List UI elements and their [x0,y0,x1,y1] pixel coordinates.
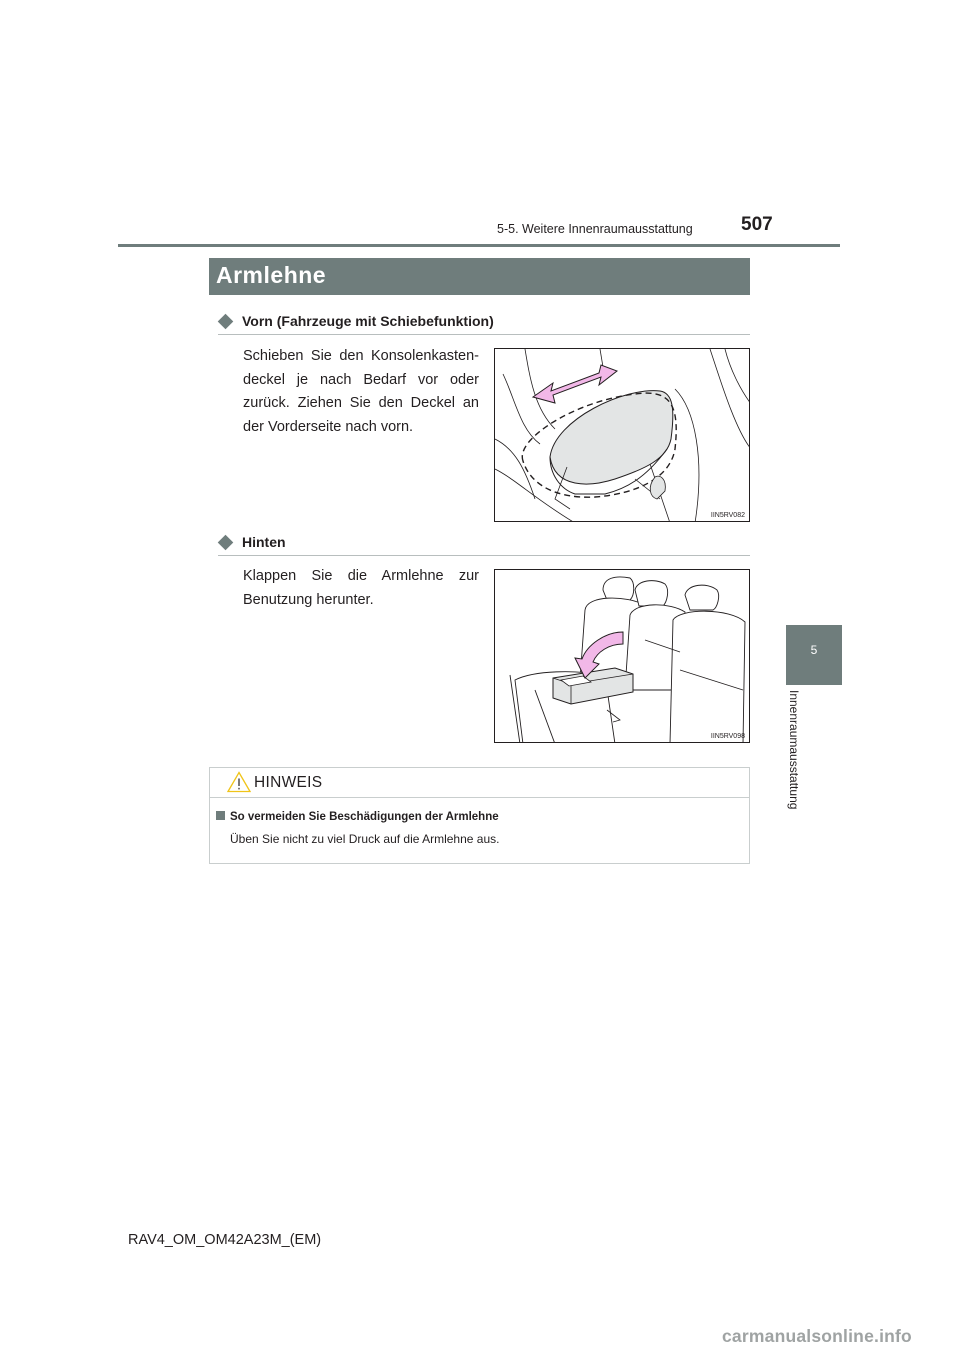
figure-front-armrest [494,348,750,522]
warning-triangle-icon [227,771,251,793]
footer-doc-code: RAV4_OM_OM42A23M_(EM) [128,1232,322,1248]
diamond-bullet-icon [218,314,234,330]
notice-item-title [216,811,499,823]
figure-rear-code: IIN5RV098 [710,733,745,740]
chapter-number: 5 [810,643,818,657]
square-bullet-icon [216,811,225,820]
watermark: carmanualsonline.info [722,1326,912,1346]
header-section-title: 5-5. Weitere Innenraumausstattung [497,222,693,236]
rear-instructions: Klappen Sie die Armlehne zur Benutzung herunter. [243,568,479,608]
chapter-tab [786,625,842,685]
notice-box [209,767,750,864]
notice-header [210,768,749,798]
notice-item-title-text: So vermeiden Sie Beschädigungen der Armlehne [230,811,499,823]
section-banner [209,258,750,295]
figure-front-code: IIN5RV082 [710,512,745,519]
chapter-title-vertical [786,690,804,825]
subheading-front-label: Vorn (Fahrzeuge mit Schiebefunktion) [242,313,494,329]
header-rule [118,244,840,247]
diamond-bullet-icon [218,535,234,551]
figure-rear-armrest [494,569,750,743]
front-instructions: Schieben Sie den Konsolenkasten-deckel je nach Bedarf vor oder zurück. Ziehen Sie den Deckel an der Vorderseite nach vorn. [243,348,479,435]
chapter-title: Innenraumausstattung [787,690,801,810]
subheading-rear [218,534,750,556]
front-armrest-illustration [495,349,750,522]
slide-arrow-icon [533,365,617,403]
subheading-rear-label: Hinten [242,534,286,550]
section-title: Armlehne [216,262,327,288]
notice-title: HINWEIS [254,774,323,791]
subheading-front [218,313,750,335]
page-number: 507 [741,214,773,235]
rear-armrest-illustration [495,570,750,743]
notice-item-text: Üben Sie nicht zu viel Druck auf die Armlehne aus. [230,832,500,846]
